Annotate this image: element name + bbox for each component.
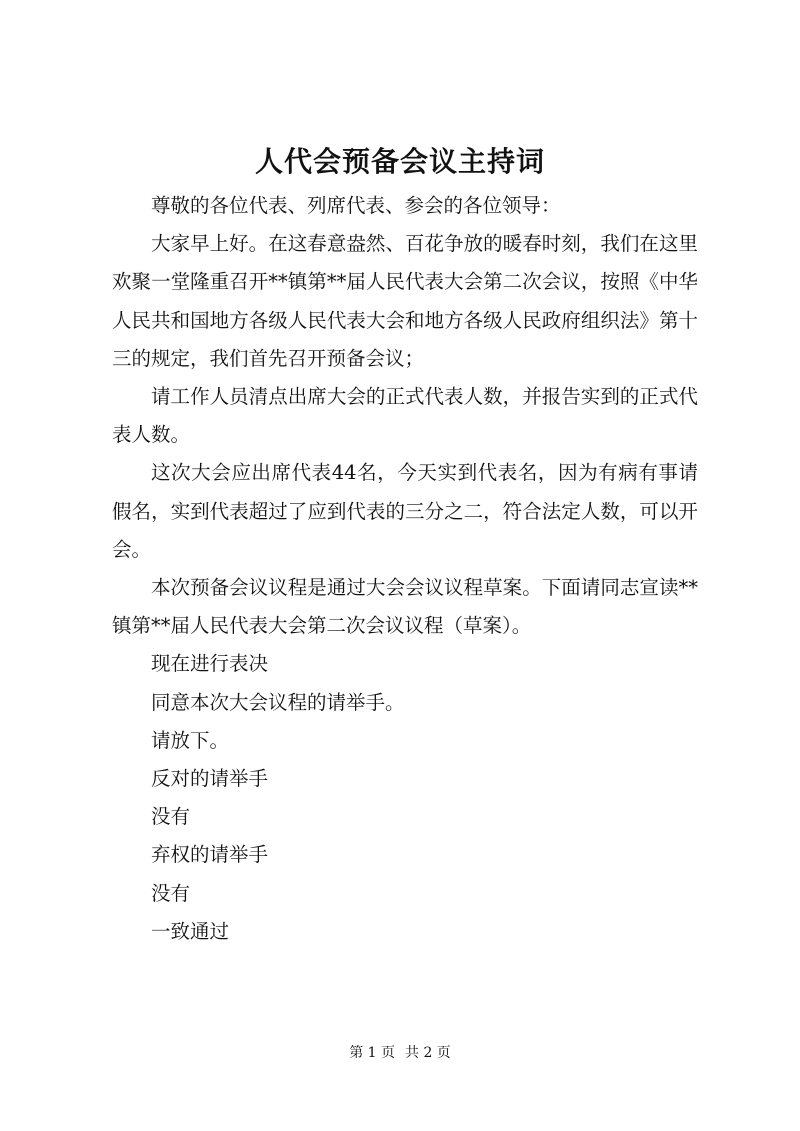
page-number: 第 1 页 bbox=[349, 1045, 395, 1061]
document-body bbox=[112, 187, 698, 951]
paragraph-vote-start: 现在进行表决 bbox=[151, 652, 269, 676]
paragraph-vote-oppose: 反对的请举手 bbox=[151, 767, 269, 791]
paragraph-attendance: 这次大会应出席代表44名，今天实到代表名，因为有病有事请假名，实到代表超过了应到代表的三分之二，符合法定人数，可以开会。 bbox=[112, 461, 698, 561]
page-total: 共 2 页 bbox=[405, 1045, 451, 1061]
paragraph-headcount-request: 请工作人员清点出席大会的正式代表人数，并报告实到的正式代表人数。 bbox=[112, 385, 698, 447]
paragraph-opening: 大家早上好。在这春意盎然、百花争放的暖春时刻，我们在这里欢聚一堂隆重召开**镇第**届人民代表大会第二次会议，按照《中华人民共和国地方各级人民代表大会和地方各级人民政府组织法》第十三的规定，我们首先召开预备会议； bbox=[112, 232, 698, 370]
paragraph-agenda: 本次预备会议议程是通过大会会议议程草案。下面请同志宣读**镇第**届人民代表大会第二次会议议程（草案）。 bbox=[112, 576, 698, 638]
paragraph-vote-agree: 同意本次大会议程的请举手。 bbox=[151, 690, 405, 714]
paragraph-salutation: 尊敬的各位代表、列席代表、参会的各位领导： bbox=[151, 194, 561, 217]
paragraph-hands-down: 请放下。 bbox=[151, 728, 230, 752]
paragraph-none-2: 没有 bbox=[151, 881, 191, 905]
paragraph-unanimous: 一致通过 bbox=[151, 919, 230, 943]
paragraph-none-1: 没有 bbox=[151, 805, 191, 829]
document-title: 人代会预备会议主持词 bbox=[254, 145, 545, 178]
paragraph-vote-abstain: 弃权的请举手 bbox=[151, 843, 269, 867]
page-footer bbox=[0, 1043, 800, 1063]
